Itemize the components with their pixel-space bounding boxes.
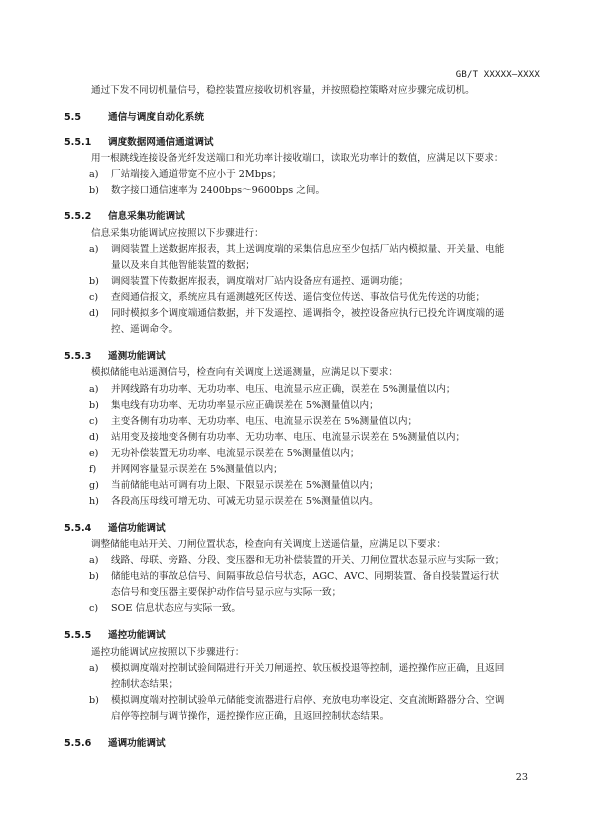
- list-item: [89, 398, 379, 414]
- list-text-continued: 控、遥调命令。: [111, 324, 179, 335]
- intro-paragraph: 通过下发不同切机量信号，稳控装置应接收切机容量，并按照稳控策略对应步骤完成切机。: [91, 85, 475, 96]
- list-item: [89, 274, 408, 290]
- section-title: 通信与调度自动化系统: [108, 112, 204, 123]
- section-heading-5-5: [64, 109, 204, 123]
- document-code-header: GB/T XXXXX—XXXX: [455, 70, 540, 80]
- list-text: 当前储能电站可调有功上限、下限显示误差在 5%测量值以内；: [111, 480, 379, 491]
- list-label: c): [89, 416, 99, 427]
- section-number: 5.5.6: [64, 738, 92, 749]
- section-heading-5-5-5: [64, 627, 166, 641]
- section-number: 5.5.5: [64, 630, 92, 641]
- section-title: 遥测功能调试: [108, 351, 166, 362]
- list-item: [89, 306, 504, 322]
- list-item: [89, 290, 485, 306]
- list-label: a): [89, 555, 99, 566]
- section-heading-5-5-1: [64, 134, 214, 148]
- list-label: b): [89, 276, 99, 287]
- list-text: 并网网容量显示误差在 5%测量值以内；: [111, 464, 283, 475]
- list-text-continued: 启停等控制与调节操作，遥控操作应正确，且返回控制状态结果。: [111, 711, 390, 722]
- list-item: [89, 446, 360, 462]
- list-text: 站用变及接地变各侧有功功率、无功功率、电压、电流显示误差在 5%测量值以内；: [111, 432, 466, 443]
- list-label: d): [89, 432, 99, 443]
- section-heading-5-5-4: [64, 520, 166, 534]
- list-item: [89, 569, 499, 585]
- list-item: [89, 601, 241, 617]
- list-label: a): [89, 169, 99, 180]
- list-item: [89, 430, 465, 446]
- section-number: 5.5: [64, 112, 81, 123]
- list-item: [89, 494, 379, 510]
- list-label: b): [89, 185, 99, 196]
- list-label: b): [89, 695, 99, 706]
- list-text: 同时模拟多个调度端通信数据，并下发遥控、遥调指令，被控设备应执行已投允许调度端的遥: [111, 308, 505, 319]
- list-item: [89, 462, 283, 478]
- list-label: h): [89, 496, 99, 507]
- section-title: 调度数据网通信通道调试: [108, 137, 214, 148]
- list-label: c): [89, 603, 99, 614]
- list-item: [89, 693, 504, 709]
- list-text: 调阅装置上送数据库报表，其上送调度端的采集信息应至少包括厂站内模拟量、开关量、电能: [111, 244, 505, 255]
- list-text: 集电线有功功率、无功功率显示应正确误差在 5%测量值以内；: [111, 400, 379, 411]
- section-intro: 模拟储能电站遥测信号，检查向有关调度上送遥测量，应满足以下要求：: [91, 367, 398, 378]
- list-text-continued: 态信号和变压器主要保护动作信号显示应与实际一致；: [111, 587, 342, 598]
- list-label: a): [89, 244, 99, 255]
- list-text: 数字接口通信速率为 2400bps～9600bps 之间。: [111, 185, 326, 196]
- section-title: 信息采集功能调试: [108, 211, 185, 222]
- list-label: f): [89, 464, 97, 475]
- list-label: a): [89, 663, 99, 674]
- section-number: 5.5.2: [64, 211, 92, 222]
- list-item: [89, 553, 504, 569]
- list-item: [89, 661, 504, 677]
- list-item: [89, 414, 417, 430]
- list-text-continued: 控制状态结果；: [111, 679, 179, 690]
- list-label: g): [89, 480, 99, 491]
- list-text: 模拟调度端对控制试验单元储能变流器进行启停、充放电功率设定、交直流断路器分合、空调: [111, 695, 505, 706]
- section-heading-5-5-3: [64, 348, 166, 362]
- list-label: b): [89, 571, 99, 582]
- section-title: 遥信功能调试: [108, 523, 166, 534]
- list-text: 储能电站的事故总信号、间隔事故总信号状态，AGC、AVC、同期装置、备自投装置运行状: [111, 571, 500, 582]
- list-label: d): [89, 308, 99, 319]
- list-text: 调阅装置下传数据库报表，调度端对厂站内设备应有遥控、遥调功能；: [111, 276, 409, 287]
- list-label: b): [89, 400, 99, 411]
- list-text: 无功补偿装置无功功率、电流显示误差在 5%测量值以内；: [111, 448, 360, 459]
- list-text: 查阅通信报文，系统应具有遥测越死区传送、遥信变位传送、事故信号优先传送的功能；: [111, 292, 486, 303]
- list-item: [89, 167, 282, 183]
- list-text: 并网线路有功功率、无功功率、电压、电流显示应正确，误差在 5%测量值以内；: [111, 384, 456, 395]
- list-text: SOE 信息状态应与实际一致。: [111, 603, 242, 614]
- list-text: 各段高压母线可增无功、可减无功显示误差在 5%测量值以内。: [111, 496, 379, 507]
- section-title: 遥控功能调试: [108, 630, 166, 641]
- section-title: 遥调功能调试: [108, 738, 166, 749]
- section-number: 5.5.3: [64, 351, 92, 362]
- list-text: 线路、母联、旁路、分段、变压器和无功补偿装置的开关、刀闸位置状态显示应与实际一致；: [111, 555, 505, 566]
- list-text: 模拟调度端对控制试验间隔进行开关刀闸遥控、软压板投退等控制，遥控操作应正确，且返回: [111, 663, 505, 674]
- list-item: [89, 242, 504, 258]
- section-number: 5.5.4: [64, 523, 92, 534]
- list-text: 厂站端接入通道带宽不应小于 2Mbps；: [111, 169, 282, 180]
- page-number: 23: [515, 772, 528, 783]
- list-text-continued: 量以及来自其他智能装置的数据；: [111, 260, 255, 271]
- list-item: [89, 478, 379, 494]
- section-heading-5-5-2: [64, 208, 185, 222]
- list-item: [89, 382, 455, 398]
- list-text: 主变各侧有功功率、无功功率、电压、电流显示误差在 5%测量值以内；: [111, 416, 418, 427]
- list-label: c): [89, 292, 99, 303]
- section-number: 5.5.1: [64, 137, 92, 148]
- list-label: a): [89, 384, 99, 395]
- section-intro: 信息采集功能调试应按照以下步骤进行：: [91, 228, 264, 239]
- section-heading-5-5-6: [64, 735, 166, 749]
- section-intro: 调整储能电站开关、刀闸位置状态，检查向有关调度上送遥信量，应满足以下要求：: [91, 539, 446, 550]
- list-label: e): [89, 448, 99, 459]
- section-intro: 遥控功能调试应按照以下步骤进行：: [91, 647, 245, 658]
- section-intro: 用一根跳线连接设备光纤发送端口和光功率计接收端口，读取光功率计的数值，应满足以下要求：: [91, 153, 504, 164]
- list-item: [89, 183, 325, 199]
